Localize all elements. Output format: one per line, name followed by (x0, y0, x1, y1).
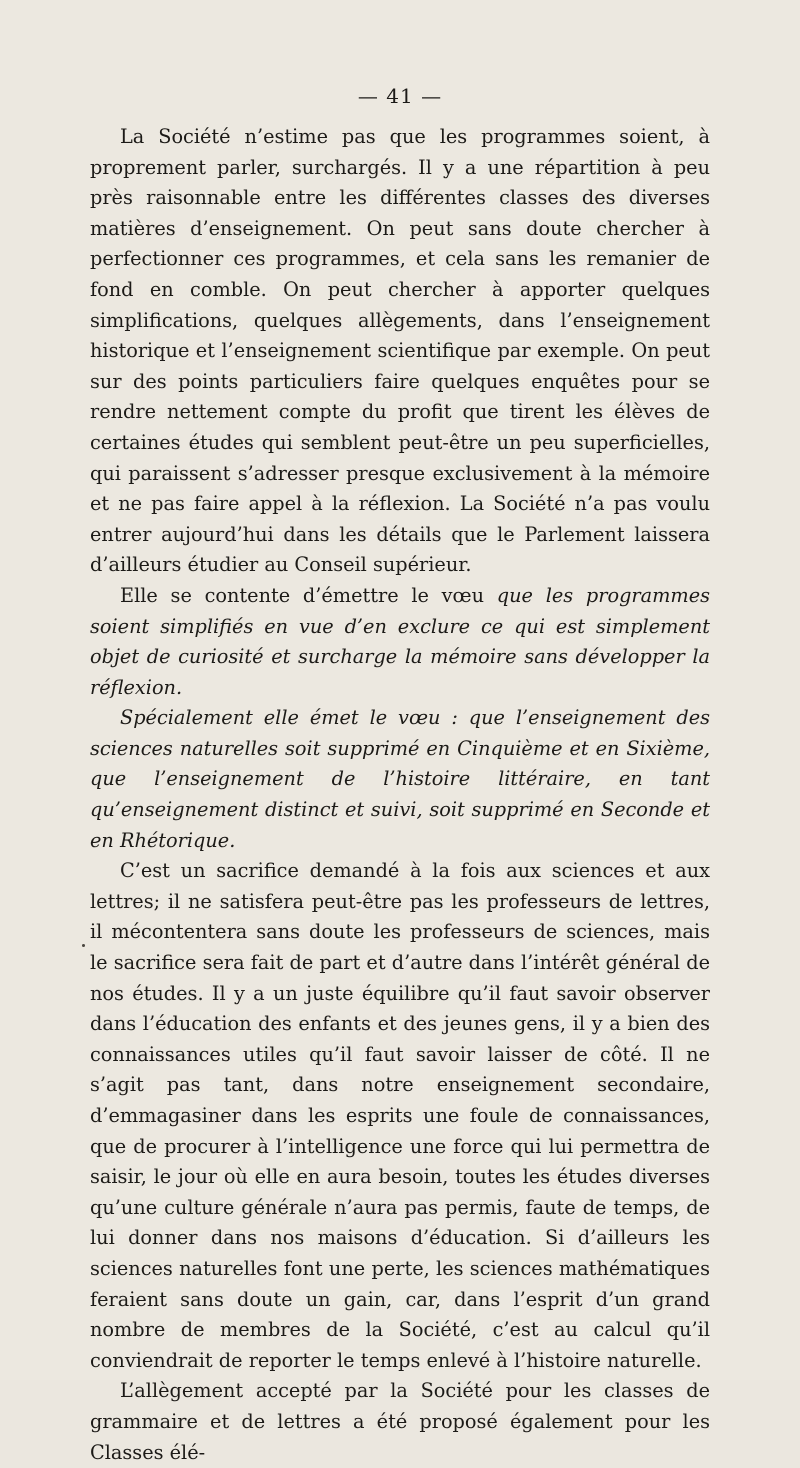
body-text (90, 122, 710, 1468)
ink-speck (82, 944, 85, 947)
paragraph-1: La Société n’estime pas que les programmes soient, à proprement parler, surchargés. Il y a une répartition à peu près raisonnable entre les différentes classes des diverses matières d’enseignement. On peut sans doute chercher à perfectionner ces programmes, et cela sans les remanier de fond en comble. On peut chercher à apporter quelques simplifications, quelques allègements, dans l’enseignement historique et l’enseignement scientifique par exemple. On peut sur des points particuliers faire quelques enquêtes pour se rendre nettement compte du profit que tirent les élèves de certaines études qui semblent peut-être un peu superficielles, qui paraissent s’adresser presque exclusivement à la mémoire et ne pas faire appel à la réflexion. La Société n’a pas voulu entrer aujourd’hui dans les détails que le Parlement laissera d’ailleurs étudier au Conseil supérieur. (90, 125, 710, 577)
paragraph-4: C’est un sacrifice demandé à la fois aux sciences et aux lettres; il ne satisfera peut-être pas les professeurs de lettres, il mécontentera sans doute les professeurs de sciences, mais le sacrifice sera fait de part et d’autre dans l’intérêt général de nos études. Il y a un juste équilibre qu’il faut savoir observer dans l’éducation des enfants et des jeunes gens, il y a bien des connaissances utiles qu’il faut savoir laisser de côté. Il ne s’agit pas tant, dans notre enseignement secondaire, d’emmagasiner dans les esprits une foule de connaissances, que de procurer à l’intelligence une force qui lui permettra de saisir, le jour où elle en aura besoin, toutes les études diverses qu’une culture générale n’aura pas permis, faute de temps, de lui donner dans nos maisons d’éducation. Si d’ailleurs les sciences naturelles font une perte, les sciences mathématiques feraient sans doute un gain, car, dans l’esprit d’un grand nombre de membres de la Société, c’est au calcul qu’il conviendrait de reporter le temps enlevé à l’histoire naturelle. (90, 859, 710, 1372)
paragraph-2-emphasis: que les programmes soient simplifiés en vue d’en exclure ce qui est simplement objet de curiosité et surcharge la mémoire sans développer la réflexion. (90, 583, 710, 699)
page-number: — 41 — (357, 84, 443, 108)
paragraph-3: Spécialement elle émet le vœu : que l’enseignement des sciences naturelles soit supprimé en Cinquième et en Sixième, que l’enseignement de l’histoire littéraire, en tant qu’enseignement distinct et suivi, soit supprimé en Seconde et en Rhétorique. (90, 706, 710, 852)
paragraph-2-lead: Elle se contente d’émettre le vœu (120, 583, 497, 607)
paragraph-5: L’allègement accepté par la Société pour les classes de grammaire et de lettres a été proposé également pour les Classes élé- (90, 1379, 710, 1464)
paragraph-2 (90, 581, 710, 703)
